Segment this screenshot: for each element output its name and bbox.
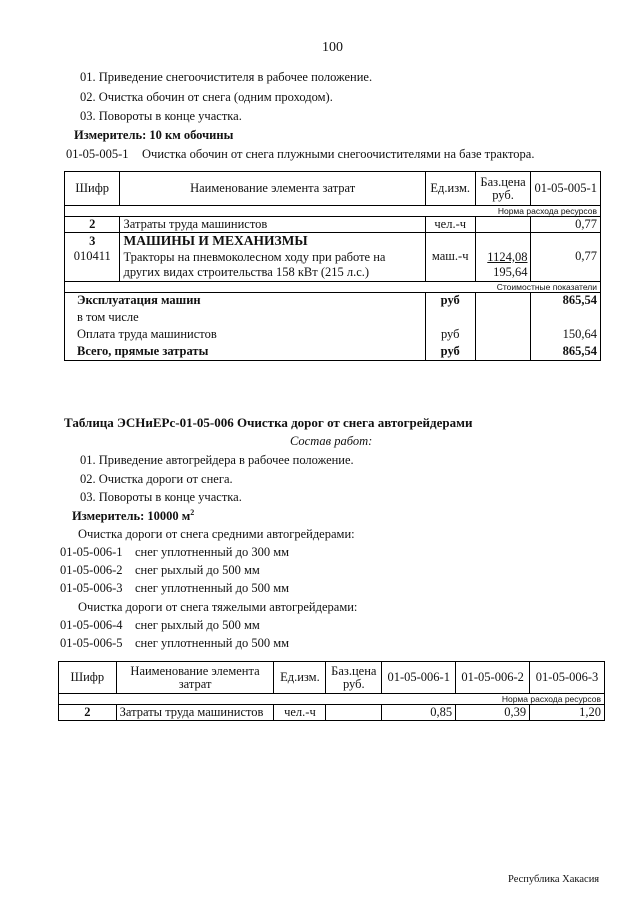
row-name-line: Тракторы на пневмоколесном ходу при работе на xyxy=(123,249,386,264)
row-price xyxy=(475,249,531,281)
work-step: 03. Повороты в конце участка. xyxy=(80,490,242,504)
empty-cell xyxy=(531,309,601,326)
header-unit: Ед.изм. xyxy=(425,172,475,206)
row-name: Затраты труда машинистов xyxy=(116,705,274,721)
row-price xyxy=(475,217,531,233)
row-code: 010411 xyxy=(65,249,120,281)
item-description: снег уплотненный до 500 мм xyxy=(135,636,290,650)
empty-cell xyxy=(475,233,531,250)
group-heading: Очистка дороги от снега тяжелыми автогрейдерами: xyxy=(78,600,358,614)
row-value: 0,77 xyxy=(531,249,601,281)
resource-table-2 xyxy=(58,661,605,721)
cost-row-name: Эксплуатация машин xyxy=(65,292,426,309)
header-code: Шифр xyxy=(65,172,120,206)
item-description: снег рыхлый до 500 мм xyxy=(135,618,260,632)
row-code: 3 xyxy=(65,233,120,250)
price-line: 1124,08 xyxy=(487,249,528,264)
group-heading: Очистка дороги от снега средними автогрейдерами: xyxy=(78,527,355,541)
table-title: Таблица ЭСНиЕРс-01-05-006 Очистка дорог от снега автогрейдерами xyxy=(64,415,473,430)
work-step: 03. Повороты в конце участка. xyxy=(80,109,242,123)
cost-row-unit: руб xyxy=(425,326,475,343)
row-unit: маш.-ч xyxy=(425,249,475,281)
row-name: МАШИНЫ И МЕХАНИЗМЫ xyxy=(120,233,425,250)
item-code: 01-05-006-1 xyxy=(60,545,123,559)
item-code: 01-05-006-4 xyxy=(60,618,123,632)
page-number: 100 xyxy=(322,40,343,55)
cost-row-name: в том числе xyxy=(65,309,426,326)
row-name-line: других видах строительства 158 кВт (215 л.с.) xyxy=(123,264,370,279)
measure-superscript: 2 xyxy=(190,508,195,517)
measure-text: Измеритель: 10000 м xyxy=(72,509,191,524)
row-value: 0,39 xyxy=(456,705,530,721)
header-code: Шифр xyxy=(59,662,117,694)
row-price xyxy=(326,705,382,721)
row-code: 2 xyxy=(59,705,117,721)
cost-row-value: 865,54 xyxy=(531,292,601,309)
empty-cell xyxy=(475,309,531,326)
empty-cell xyxy=(425,309,475,326)
empty-cell xyxy=(475,343,531,360)
cost-label: Стоимостные показатели xyxy=(65,281,601,292)
resource-table-1 xyxy=(64,171,601,361)
cost-row-name: Оплата труда машинистов xyxy=(65,326,426,343)
measure-unit: Измеритель: 10 км обочины xyxy=(74,128,234,142)
footer-region: Республика Хакасия xyxy=(508,874,600,885)
row-name: Затраты труда машинистов xyxy=(120,217,425,233)
item-code: 01-05-006-3 xyxy=(60,581,123,595)
item-description: снег рыхлый до 500 мм xyxy=(135,563,260,577)
cost-row-value: 150,64 xyxy=(531,326,601,343)
price-line: 195,64 xyxy=(493,264,528,279)
empty-cell xyxy=(475,326,531,343)
header-name: Наименование элемента затрат xyxy=(116,662,274,694)
measure-unit xyxy=(72,508,194,524)
header-price: Баз.цена руб. xyxy=(475,172,531,206)
work-step: 02. Очистка обочин от снега (одним проходом). xyxy=(80,90,333,104)
cost-row-unit: руб xyxy=(425,343,475,360)
item-description: снег уплотненный до 300 мм xyxy=(135,545,290,559)
header-unit: Ед.изм. xyxy=(274,662,326,694)
cost-row-unit: руб xyxy=(425,292,475,309)
row-name xyxy=(120,249,425,281)
row-unit: чел.-ч xyxy=(425,217,475,233)
row-unit: чел.-ч xyxy=(274,705,326,721)
header-price: Баз.цена руб. xyxy=(326,662,382,694)
header-name: Наименование элемента затрат xyxy=(120,172,425,206)
row-value: 1,20 xyxy=(530,705,605,721)
cost-row-name: Всего, прямые затраты xyxy=(65,343,426,360)
work-step: 01. Приведение снегоочистителя в рабочее положение. xyxy=(80,70,373,84)
item-code: 01-05-005-1 xyxy=(66,147,129,161)
header-rate: 01-05-006-2 xyxy=(456,662,530,694)
cost-row-value: 865,54 xyxy=(531,343,601,360)
work-step: 01. Приведение автогрейдера в рабочее положение. xyxy=(80,453,354,467)
item-description: Очистка обочин от снега плужными снегоочистителями на базе трактора. xyxy=(142,147,535,161)
item-code: 01-05-006-5 xyxy=(60,636,123,650)
work-step: 02. Очистка дороги от снега. xyxy=(80,472,233,486)
composition-heading: Состав работ: xyxy=(290,434,373,448)
empty-cell xyxy=(475,292,531,309)
item-description: снег уплотненный до 500 мм xyxy=(135,581,290,595)
empty-cell xyxy=(425,233,475,250)
row-value: 0,77 xyxy=(531,217,601,233)
empty-cell xyxy=(531,233,601,250)
header-rate: 01-05-006-1 xyxy=(382,662,456,694)
norm-label: Норма расхода ресурсов xyxy=(65,206,601,217)
norm-label: Норма расхода ресурсов xyxy=(59,694,605,705)
header-rate: 01-05-005-1 xyxy=(531,172,601,206)
header-rate: 01-05-006-3 xyxy=(530,662,605,694)
row-code: 2 xyxy=(65,217,120,233)
row-value: 0,85 xyxy=(382,705,456,721)
item-code: 01-05-006-2 xyxy=(60,563,123,577)
